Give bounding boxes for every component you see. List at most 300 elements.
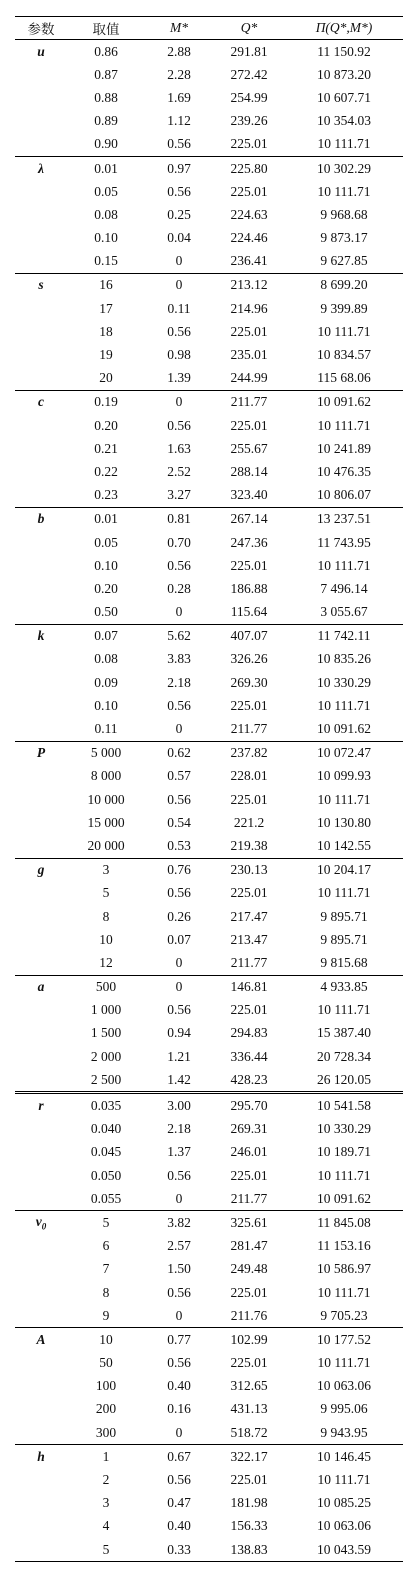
param-cell	[15, 601, 67, 625]
table-row	[15, 156, 403, 180]
value-cell: 18	[99, 323, 113, 339]
table-row	[15, 343, 403, 366]
profit-cell: 10 354.03	[317, 113, 371, 129]
profit-cell: 10 330.29	[317, 1121, 371, 1137]
value-cell: 0.10	[94, 230, 118, 246]
param-cell	[15, 975, 67, 999]
m-star-cell: 0.33	[145, 1538, 213, 1562]
m-star-cell: 0.62	[145, 741, 213, 765]
value-cell: 0.21	[94, 440, 118, 456]
m-star-cell: 0	[175, 1307, 183, 1323]
table-row	[15, 1211, 403, 1235]
q-star-cell: 225.01	[230, 1002, 268, 1018]
profit-cell: 10 586.97	[317, 1261, 371, 1277]
value-cell: 0.035	[67, 1093, 145, 1118]
profit-cell: 10 111.71	[317, 1167, 371, 1183]
q-star-cell: 236.41	[230, 253, 268, 269]
table-row	[15, 834, 403, 858]
sensitivity-table	[15, 16, 403, 1562]
param-cell	[15, 1375, 67, 1398]
q-star-cell: 102.99	[213, 1328, 285, 1352]
table-row	[15, 390, 403, 414]
table-body	[15, 40, 403, 1562]
header-value: 取值	[92, 22, 120, 37]
m-star-cell: 1.21	[167, 1048, 191, 1064]
table-row	[15, 437, 403, 460]
table-row	[15, 414, 403, 437]
table-row	[15, 858, 403, 882]
table-row	[15, 928, 403, 951]
param-cell	[15, 227, 67, 250]
profit-cell: 4 933.85	[285, 975, 403, 999]
q-star-cell: 246.01	[230, 1144, 268, 1160]
param-cell	[15, 788, 67, 811]
profit-cell: 10 111.71	[317, 417, 371, 433]
header-q-star: Q*	[240, 20, 258, 35]
m-star-cell: 0.25	[167, 206, 191, 222]
param-cell	[15, 40, 67, 64]
param-cell	[15, 460, 67, 483]
table-row	[15, 882, 403, 905]
q-star-cell: 239.26	[230, 113, 268, 129]
param-cell	[15, 1492, 67, 1515]
param-cell	[15, 1022, 67, 1045]
param-cell	[15, 811, 67, 834]
value-cell: 5	[102, 885, 110, 901]
value-cell: 50	[99, 1355, 113, 1371]
param-cell	[15, 343, 67, 366]
table-row	[15, 1022, 403, 1045]
value-cell: 20 000	[87, 837, 125, 853]
value-cell: 3	[67, 858, 145, 882]
profit-cell: 9 943.95	[320, 1424, 368, 1440]
param-cell	[15, 133, 67, 157]
table-row	[15, 1304, 403, 1328]
profit-cell: 10 873.20	[317, 66, 371, 82]
header-row	[15, 17, 403, 40]
q-star-cell: 225.01	[230, 1472, 268, 1488]
param-cell	[15, 554, 67, 577]
profit-cell: 11 153.16	[317, 1238, 371, 1254]
value-cell: 0.20	[94, 580, 118, 596]
param-cell	[15, 273, 67, 297]
profit-cell: 10 189.71	[317, 1144, 371, 1160]
param-cell	[15, 882, 67, 905]
profit-cell: 10 241.89	[317, 440, 371, 456]
profit-cell: 10 111.71	[317, 136, 371, 152]
value-cell: 0.08	[94, 651, 118, 667]
value-cell: 100	[95, 1378, 117, 1394]
m-star-cell: 0.56	[167, 1167, 191, 1183]
q-star-cell: 217.47	[230, 908, 268, 924]
param-symbol: b	[37, 511, 45, 527]
m-star-cell: 1.39	[167, 370, 191, 386]
table-row	[15, 1398, 403, 1421]
table-row	[15, 905, 403, 928]
param-cell	[15, 390, 67, 414]
param-cell	[15, 1141, 67, 1164]
table-row	[15, 999, 403, 1022]
profit-cell: 10 834.57	[317, 347, 371, 363]
value-cell: 0.19	[67, 390, 145, 414]
table-row	[15, 63, 403, 86]
value-cell: 0.87	[94, 66, 118, 82]
value-cell: 0.07	[67, 624, 145, 648]
param-cell	[15, 367, 67, 391]
m-star-cell: 0	[145, 390, 213, 414]
table-row	[15, 1445, 403, 1469]
param-symbol: r	[38, 1098, 44, 1114]
table-row	[15, 1141, 403, 1164]
q-star-cell: 267.14	[213, 507, 285, 531]
value-cell: 500	[67, 975, 145, 999]
profit-cell: 10 091.62	[317, 1190, 371, 1206]
profit-cell: 10 142.55	[317, 837, 371, 853]
q-star-cell: 244.99	[230, 370, 268, 386]
q-star-cell: 225.01	[230, 791, 268, 807]
table-row	[15, 765, 403, 788]
value-cell: 300	[95, 1424, 117, 1440]
profit-cell: 9 627.85	[320, 253, 368, 269]
m-star-cell: 0.67	[145, 1445, 213, 1469]
m-star-cell: 0.77	[145, 1328, 213, 1352]
m-star-cell: 0	[175, 721, 183, 737]
m-star-cell: 1.69	[167, 89, 191, 105]
profit-cell: 10 111.71	[317, 697, 371, 713]
m-star-cell: 0.70	[167, 534, 191, 550]
value-cell: 10	[67, 1328, 145, 1352]
q-star-cell: 323.40	[230, 487, 268, 503]
table-row	[15, 717, 403, 741]
q-star-cell: 225.01	[230, 697, 268, 713]
m-star-cell: 0.76	[145, 858, 213, 882]
param-cell	[15, 250, 67, 274]
m-star-cell: 0	[175, 253, 183, 269]
profit-cell: 10 111.71	[317, 1355, 371, 1371]
param-symbol: c	[38, 394, 44, 410]
param-cell	[15, 1281, 67, 1304]
table-row	[15, 180, 403, 203]
m-star-cell: 0.28	[167, 580, 191, 596]
q-star-cell: 115.64	[230, 604, 268, 620]
profit-cell: 9 968.68	[320, 206, 368, 222]
table-row	[15, 601, 403, 625]
m-star-cell: 2.28	[167, 66, 191, 82]
param-cell	[15, 858, 67, 882]
table-row	[15, 694, 403, 717]
q-star-cell: 295.70	[213, 1093, 285, 1118]
profit-cell: 10 072.47	[285, 741, 403, 765]
m-star-cell: 0.56	[167, 1355, 191, 1371]
table-row	[15, 1235, 403, 1258]
table-row	[15, 1187, 403, 1211]
q-star-cell: 272.42	[230, 66, 268, 82]
param-cell	[15, 1118, 67, 1141]
profit-cell: 15 387.40	[317, 1025, 371, 1041]
profit-cell: 10 111.71	[317, 323, 371, 339]
table-row	[15, 1468, 403, 1491]
q-star-cell: 518.72	[230, 1424, 268, 1440]
profit-cell: 9 399.89	[320, 300, 368, 316]
param-subscript: 0	[41, 1221, 47, 1232]
param-cell	[15, 63, 67, 86]
value-cell: 15 000	[87, 814, 125, 830]
param-cell	[15, 1164, 67, 1187]
value-cell: 8 000	[90, 768, 122, 784]
param-cell	[15, 414, 67, 437]
q-star-cell: 213.47	[230, 931, 268, 947]
param-cell	[15, 1187, 67, 1211]
value-cell: 0.15	[94, 253, 118, 269]
m-star-cell: 0.26	[167, 908, 191, 924]
q-star-cell: 235.01	[230, 347, 268, 363]
profit-cell: 10 476.35	[317, 463, 371, 479]
table-row	[15, 1258, 403, 1281]
q-star-cell: 156.33	[230, 1518, 268, 1534]
param-cell	[15, 694, 67, 717]
table-row	[15, 1118, 403, 1141]
q-star-cell: 224.46	[230, 230, 268, 246]
param-symbol: s	[38, 277, 44, 293]
param-symbol: a	[37, 979, 45, 995]
table-row	[15, 110, 403, 133]
table-row	[15, 1421, 403, 1445]
profit-cell: 115 68.06	[317, 370, 371, 386]
table-row	[15, 1093, 403, 1118]
value-cell: 0.10	[94, 557, 118, 573]
profit-cell: 9 995.06	[320, 1401, 368, 1417]
profit-cell: 3 055.67	[320, 604, 368, 620]
value-cell: 16	[67, 273, 145, 297]
value-cell: 0.88	[94, 89, 118, 105]
param-cell	[15, 531, 67, 554]
value-cell: 1	[67, 1445, 145, 1469]
m-star-cell: 0.56	[167, 417, 191, 433]
m-star-cell: 0.56	[167, 136, 191, 152]
param-cell	[15, 717, 67, 741]
q-star-cell: 181.98	[230, 1495, 268, 1511]
q-star-cell: 294.83	[230, 1025, 268, 1041]
q-star-cell: 211.77	[230, 1190, 268, 1206]
q-star-cell: 325.61	[213, 1211, 285, 1235]
m-star-cell: 0.11	[167, 300, 191, 316]
profit-cell: 10 111.71	[317, 557, 371, 573]
value-cell: 10 000	[87, 791, 125, 807]
param-cell	[15, 1068, 67, 1093]
q-star-cell: 225.01	[230, 417, 268, 433]
table-row	[15, 577, 403, 600]
m-star-cell: 2.18	[167, 1121, 191, 1137]
table-row	[15, 671, 403, 694]
param-cell	[15, 1468, 67, 1491]
value-cell: 7	[102, 1261, 110, 1277]
value-cell: 0.05	[94, 183, 118, 199]
m-star-cell: 0.56	[167, 1284, 191, 1300]
m-star-cell: 0.54	[167, 814, 191, 830]
q-star-cell: 211.77	[213, 390, 285, 414]
value-cell: 0.86	[94, 43, 118, 59]
value-cell: 0.09	[94, 674, 118, 690]
m-star-cell: 0.56	[167, 885, 191, 901]
profit-cell: 10 330.29	[317, 674, 371, 690]
table-row	[15, 507, 403, 531]
param-cell	[15, 1328, 67, 1352]
profit-cell: 10 146.45	[285, 1445, 403, 1469]
m-star-cell: 2.52	[167, 463, 191, 479]
param-cell	[15, 1235, 67, 1258]
q-star-cell: 225.01	[230, 557, 268, 573]
param-cell	[15, 765, 67, 788]
param-cell	[15, 577, 67, 600]
profit-cell: 10 111.71	[317, 1002, 371, 1018]
param-cell	[15, 951, 67, 975]
profit-cell: 11 743.95	[317, 534, 371, 550]
value-cell: 0.040	[90, 1121, 122, 1137]
m-star-cell: 1.63	[167, 440, 191, 456]
q-star-cell: 428.23	[230, 1071, 268, 1087]
table-row	[15, 40, 403, 64]
profit-cell: 10 063.06	[317, 1518, 371, 1534]
m-star-cell: 2.57	[167, 1238, 191, 1254]
m-star-cell: 0.98	[167, 347, 191, 363]
q-star-cell: 281.47	[230, 1238, 268, 1254]
q-star-cell: 225.80	[213, 156, 285, 180]
param-cell	[15, 203, 67, 226]
profit-cell: 11 150.92	[317, 43, 371, 59]
q-star-cell: 225.01	[230, 323, 268, 339]
value-cell: 5	[67, 1211, 145, 1235]
table-row	[15, 273, 403, 297]
profit-cell: 10 177.52	[285, 1328, 403, 1352]
profit-cell: 10 607.71	[317, 89, 371, 105]
m-star-cell: 0.56	[167, 557, 191, 573]
table-row	[15, 1045, 403, 1068]
profit-cell: 8 699.20	[285, 273, 403, 297]
m-star-cell: 1.50	[167, 1261, 191, 1277]
table-row	[15, 484, 403, 508]
param-cell	[15, 1093, 67, 1118]
value-cell: 19	[99, 347, 113, 363]
q-star-cell: 225.01	[230, 1167, 268, 1183]
value-cell: 1 500	[90, 1025, 122, 1041]
param-cell	[15, 1421, 67, 1445]
m-star-cell: 0.56	[167, 323, 191, 339]
profit-cell: 10 111.71	[317, 1472, 371, 1488]
value-cell: 0.90	[94, 136, 118, 152]
param-cell	[15, 834, 67, 858]
q-star-cell: 269.30	[230, 674, 268, 690]
m-star-cell: 0.04	[167, 230, 191, 246]
param-cell	[15, 180, 67, 203]
profit-cell: 10 130.80	[317, 814, 371, 830]
value-cell: 0.11	[94, 721, 118, 737]
q-star-cell: 225.01	[230, 885, 268, 901]
value-cell: 0.05	[94, 534, 118, 550]
table-row	[15, 133, 403, 157]
param-cell	[15, 320, 67, 343]
value-cell: 3	[102, 1495, 110, 1511]
value-cell: 0.89	[94, 113, 118, 129]
table-row	[15, 1375, 403, 1398]
q-star-cell: 224.63	[230, 206, 268, 222]
value-cell: 8	[102, 908, 110, 924]
q-star-cell: 247.36	[230, 534, 268, 550]
param-symbol: v	[35, 1214, 42, 1230]
value-cell: 12	[99, 954, 113, 970]
param-cell	[15, 297, 67, 320]
m-star-cell: 0.94	[167, 1025, 191, 1041]
m-star-cell: 3.00	[145, 1093, 213, 1118]
q-star-cell: 213.12	[213, 273, 285, 297]
param-symbol: h	[37, 1448, 45, 1464]
profit-cell: 9 705.23	[320, 1307, 368, 1323]
m-star-cell: 0.57	[167, 768, 191, 784]
param-cell	[15, 484, 67, 508]
value-cell: 5 000	[67, 741, 145, 765]
q-star-cell: 225.01	[230, 1355, 268, 1371]
q-star-cell: 186.88	[230, 580, 268, 596]
q-star-cell: 230.13	[213, 858, 285, 882]
table-row	[15, 1492, 403, 1515]
param-cell	[15, 624, 67, 648]
value-cell: 200	[95, 1401, 117, 1417]
param-cell	[15, 1304, 67, 1328]
table-row	[15, 1515, 403, 1538]
table-row	[15, 741, 403, 765]
q-star-cell: 322.17	[213, 1445, 285, 1469]
m-star-cell: 0.56	[167, 183, 191, 199]
m-star-cell: 0.56	[167, 1472, 191, 1488]
table-row	[15, 1538, 403, 1562]
value-cell: 0.22	[94, 463, 118, 479]
value-cell: 5	[67, 1538, 145, 1562]
header-m-star: M*	[170, 20, 188, 35]
m-star-cell: 0	[175, 1190, 183, 1206]
table-row	[15, 1352, 403, 1375]
table-row	[15, 531, 403, 554]
param-symbol: g	[37, 862, 45, 878]
param-symbol: P	[36, 745, 46, 761]
value-cell: 0.50	[94, 604, 118, 620]
value-cell: 0.20	[94, 417, 118, 433]
table-row	[15, 1281, 403, 1304]
param-symbol: k	[37, 628, 45, 644]
q-star-cell: 214.96	[230, 300, 268, 316]
param-cell	[15, 671, 67, 694]
q-star-cell: 249.48	[230, 1261, 268, 1277]
value-cell: 0.045	[90, 1144, 122, 1160]
param-cell	[15, 1445, 67, 1469]
profit-cell: 10 091.62	[285, 390, 403, 414]
value-cell: 8	[102, 1284, 110, 1300]
q-star-cell: 146.81	[213, 975, 285, 999]
param-symbol: A	[36, 1331, 46, 1347]
m-star-cell: 0	[145, 975, 213, 999]
profit-cell: 7 496.14	[320, 580, 368, 596]
header-param: 参数	[27, 22, 55, 37]
profit-cell: 10 111.71	[317, 885, 371, 901]
param-cell	[15, 928, 67, 951]
param-cell	[15, 1538, 67, 1562]
m-star-cell: 0	[145, 273, 213, 297]
value-cell: 0.050	[90, 1167, 122, 1183]
m-star-cell: 0	[175, 604, 183, 620]
q-star-cell: 225.01	[230, 1284, 268, 1300]
q-star-cell: 254.99	[230, 89, 268, 105]
profit-cell: 10 302.29	[285, 156, 403, 180]
table-row	[15, 975, 403, 999]
m-star-cell: 1.42	[167, 1071, 191, 1087]
